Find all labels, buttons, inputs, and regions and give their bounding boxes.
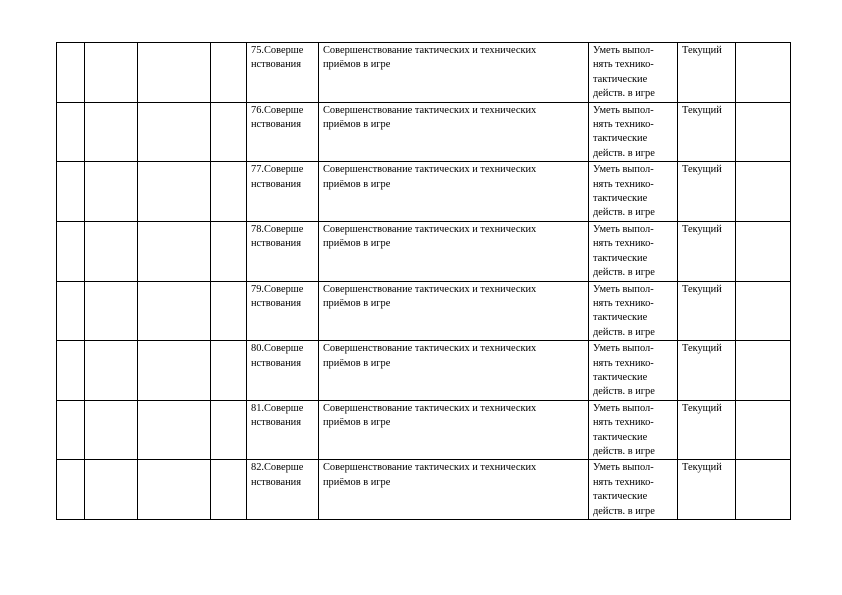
cell-control <box>678 400 736 460</box>
cell-empty-1 <box>57 400 85 460</box>
content-text: Совершенствование тактических и технических приёмов в игре <box>323 104 537 131</box>
cell-empty-2 <box>85 221 138 281</box>
cell-empty-4 <box>211 460 247 520</box>
cell-topic <box>247 43 319 103</box>
cell-empty-4 <box>211 281 247 341</box>
control-text: Текущий <box>682 283 722 295</box>
cell-requirement <box>589 162 678 222</box>
content-text: Совершенствование тактических и технических приёмов в игре <box>323 283 537 309</box>
cell-empty-3 <box>138 341 211 401</box>
cell-content <box>319 460 589 520</box>
cell-topic <box>247 400 319 460</box>
cell-empty-2 <box>85 102 138 162</box>
table-row <box>57 341 791 401</box>
cell-empty-2 <box>85 400 138 460</box>
cell-requirement <box>589 43 678 103</box>
cell-empty-2 <box>85 162 138 222</box>
table-row <box>57 460 791 520</box>
lesson-plan-table <box>56 42 791 520</box>
cell-empty-1 <box>57 460 85 520</box>
content-text: Совершенствование тактических и технических приёмов в игре <box>323 223 537 250</box>
cell-empty-1 <box>57 162 85 222</box>
cell-topic <box>247 460 319 520</box>
cell-requirement <box>589 102 678 162</box>
cell-topic <box>247 281 319 341</box>
requirement-text: Уметь выпол- нять технико- тактические действ. в игре <box>593 343 655 398</box>
topic-text: 81.Соверше нствования <box>251 402 304 429</box>
content-text: Совершенствование тактических и технических приёмов в игре <box>323 402 537 429</box>
cell-empty-4 <box>211 341 247 401</box>
cell-control <box>678 341 736 401</box>
cell-content <box>319 341 589 401</box>
cell-content <box>319 102 589 162</box>
topic-text: 79.Соверше нствования <box>251 283 304 309</box>
topic-text: 75.Соверше нствования <box>251 45 304 71</box>
cell-empty-4 <box>211 400 247 460</box>
control-text: Текущий <box>682 223 722 235</box>
cell-empty-1 <box>57 281 85 341</box>
cell-topic <box>247 102 319 162</box>
cell-empty-last <box>736 400 791 460</box>
cell-empty-1 <box>57 102 85 162</box>
cell-empty-last <box>736 460 791 520</box>
table-row <box>57 221 791 281</box>
cell-empty-last <box>736 221 791 281</box>
cell-empty-4 <box>211 162 247 222</box>
cell-empty-2 <box>85 341 138 401</box>
topic-text: 80.Соверше нствования <box>251 343 304 369</box>
requirement-text: Уметь выпол- нять технико- тактические действ. в игре <box>593 462 655 517</box>
table-row <box>57 102 791 162</box>
cell-empty-4 <box>211 102 247 162</box>
cell-empty-3 <box>138 460 211 520</box>
topic-text: 76.Соверше нствования <box>251 104 304 131</box>
cell-empty-2 <box>85 281 138 341</box>
cell-empty-3 <box>138 102 211 162</box>
control-text: Текущий <box>682 104 722 116</box>
table-row <box>57 43 791 103</box>
cell-control <box>678 281 736 341</box>
cell-topic <box>247 221 319 281</box>
requirement-text: Уметь выпол- нять технико- тактические действ. в игре <box>593 283 655 338</box>
cell-empty-2 <box>85 460 138 520</box>
cell-empty-3 <box>138 281 211 341</box>
table-body <box>57 43 791 520</box>
table-row <box>57 400 791 460</box>
requirement-text: Уметь выпол- нять технико- тактические действ. в игре <box>593 223 655 279</box>
cell-empty-last <box>736 102 791 162</box>
content-text: Совершенствование тактических и технических приёмов в игре <box>323 45 537 71</box>
cell-requirement <box>589 400 678 460</box>
cell-requirement <box>589 281 678 341</box>
cell-content <box>319 43 589 103</box>
cell-requirement <box>589 341 678 401</box>
cell-empty-1 <box>57 221 85 281</box>
control-text: Текущий <box>682 402 722 414</box>
cell-empty-1 <box>57 341 85 401</box>
cell-empty-3 <box>138 400 211 460</box>
cell-content <box>319 221 589 281</box>
cell-control <box>678 221 736 281</box>
control-text: Текущий <box>682 164 722 176</box>
cell-empty-2 <box>85 43 138 103</box>
table-row <box>57 162 791 222</box>
cell-control <box>678 460 736 520</box>
table-row <box>57 281 791 341</box>
cell-empty-4 <box>211 43 247 103</box>
cell-content <box>319 162 589 222</box>
control-text: Текущий <box>682 45 722 56</box>
topic-text: 77.Соверше нствования <box>251 164 304 190</box>
cell-empty-1 <box>57 43 85 103</box>
cell-requirement <box>589 221 678 281</box>
cell-empty-4 <box>211 221 247 281</box>
topic-text: 78.Соверше нствования <box>251 223 304 250</box>
requirement-text: Уметь выпол- нять технико- тактические действ. в игре <box>593 402 655 457</box>
cell-control <box>678 102 736 162</box>
cell-empty-last <box>736 341 791 401</box>
requirement-text: Уметь выпол- нять технико- тактические действ. в игре <box>593 104 655 159</box>
cell-topic <box>247 341 319 401</box>
cell-content <box>319 281 589 341</box>
cell-control <box>678 43 736 103</box>
content-text: Совершенствование тактических и технических приёмов в игре <box>323 164 537 190</box>
cell-requirement <box>589 460 678 520</box>
content-text: Совершенствование тактических и технических приёмов в игре <box>323 462 537 488</box>
requirement-text: Уметь выпол- нять технико- тактические действ. в игре <box>593 45 655 100</box>
cell-empty-3 <box>138 162 211 222</box>
content-text: Совершенствование тактических и технических приёмов в игре <box>323 343 537 369</box>
topic-text: 82.Соверше нствования <box>251 462 304 488</box>
cell-content <box>319 400 589 460</box>
cell-empty-3 <box>138 221 211 281</box>
cell-topic <box>247 162 319 222</box>
cell-empty-last <box>736 43 791 103</box>
cell-empty-3 <box>138 43 211 103</box>
cell-empty-last <box>736 281 791 341</box>
cell-control <box>678 162 736 222</box>
requirement-text: Уметь выпол- нять технико- тактические действ. в игре <box>593 164 655 219</box>
cell-empty-last <box>736 162 791 222</box>
control-text: Текущий <box>682 343 722 355</box>
control-text: Текущий <box>682 462 722 474</box>
